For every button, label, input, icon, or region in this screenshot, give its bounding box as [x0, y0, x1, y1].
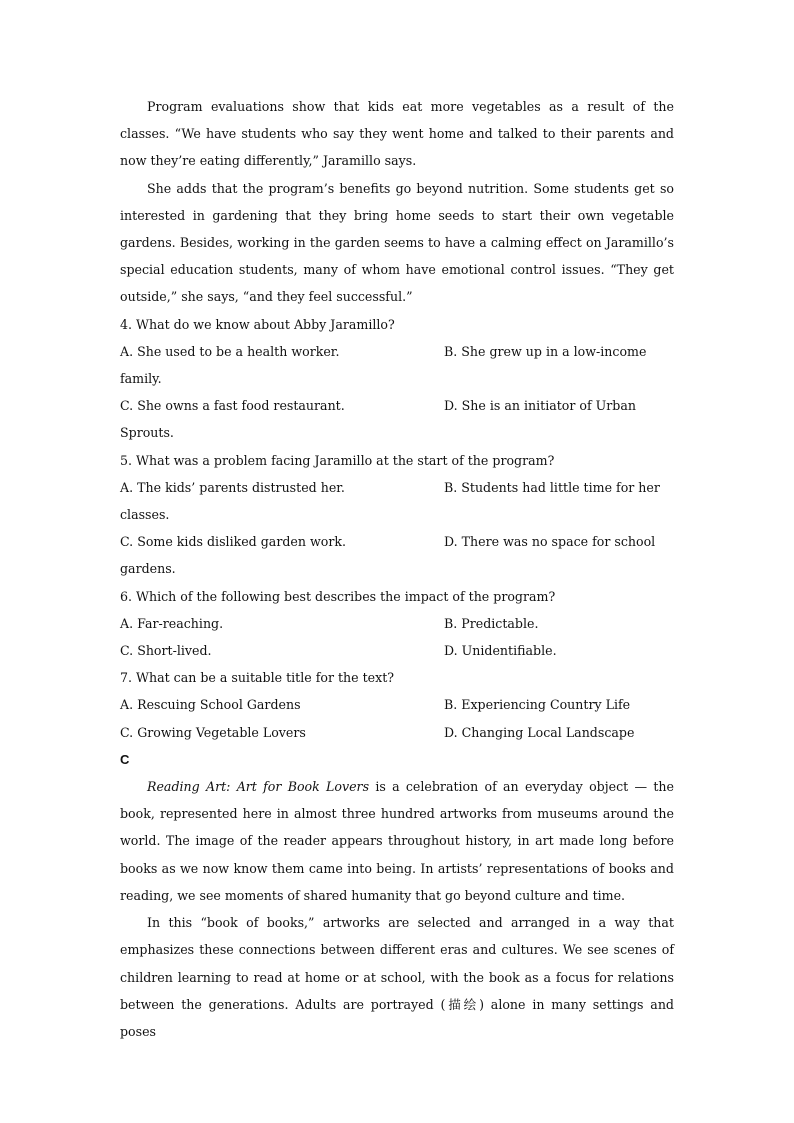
question-4-option-b: B. She grew up in a low-income	[444, 343, 647, 359]
passage-c-paragraph-1-text: is a celebration of an everyday object — the book, represented here in almost three hundred artworks from museums around the world. The image of the reader appears throughout history, in art made long before books as we now know them came into being. In artists’ representations of books and reading, we see moments of shared humanity that go beyond culture and time.	[120, 779, 674, 903]
question-4-option-c: C. She owns a fast food restaurant.	[120, 398, 345, 414]
passage-c-paragraph-1	[120, 773, 674, 909]
question-4-option-d-continued: Sprouts.	[120, 425, 174, 441]
question-4-option-d: D. She is an initiator of Urban	[444, 398, 636, 414]
question-7-option-b: B. Experiencing Country Life	[444, 697, 631, 713]
question-5-options	[120, 474, 674, 583]
question-4-options	[120, 338, 674, 447]
book-title: Reading Art: Art for Book Lovers	[147, 779, 370, 795]
passage-b-paragraph-1: Program evaluations show that kids eat more vegetables as a result of the classes. “We have students who say they went home and talked to their parents and now they’re eating differently,” Jaramillo says.	[120, 99, 674, 169]
question-6-stem: 6. Which of the following best describes the impact of the program?	[120, 588, 556, 604]
question-6-option-a: A. Far-reaching.	[120, 615, 224, 631]
question-7-options	[120, 691, 674, 745]
question-7-option-d: D. Changing Local Landscape	[444, 724, 635, 740]
question-5-option-a: A. The kids’ parents distrusted her.	[120, 479, 345, 495]
section-c-heading: C	[120, 751, 130, 767]
question-5-option-d: D. There was no space for school	[444, 534, 656, 550]
question-7-stem: 7. What can be a suitable title for the text?	[120, 670, 395, 686]
question-4-option-b-continued: family.	[120, 371, 162, 387]
question-7-option-a: A. Rescuing School Gardens	[120, 697, 301, 713]
question-6-options	[120, 610, 674, 664]
question-5-option-d-continued: gardens.	[120, 561, 176, 577]
question-4-stem: 4. What do we know about Abby Jaramillo?	[120, 316, 395, 332]
question-6-option-b: B. Predictable.	[444, 615, 539, 631]
exam-page	[120, 93, 674, 1045]
question-4-option-a: A. She used to be a health worker.	[120, 343, 340, 359]
passage-b-paragraph-2: She adds that the program’s benefits go beyond nutrition. Some students get so interested in gardening that they bring home seeds to start their own vegetable gardens. Besides, working in the garden seems to have a calming effect on Jaramillo’s special education students, many of whom have emotional control issues. “They get outside,” she says, “and they feel successful.”	[120, 180, 674, 305]
passage-c-paragraph-2: In this “book of books,” artworks are selected and arranged in a way that emphasizes these connections between different eras and cultures. We see scenes of children learning to read at home or at school, with the book as a focus for relations between the generations. Adults are portrayed (描绘) alone in many settings and poses	[120, 915, 674, 1039]
question-5-stem: 5. What was a problem facing Jaramillo at the start of the program?	[120, 452, 555, 468]
question-6-option-d: D. Unidentifiable.	[444, 643, 557, 659]
question-5-option-c: C. Some kids disliked garden work.	[120, 534, 346, 550]
question-7-option-c: C. Growing Vegetable Lovers	[120, 724, 306, 740]
question-6-option-c: C. Short-lived.	[120, 643, 212, 659]
question-5-option-b-continued: classes.	[120, 507, 170, 523]
question-5-option-b: B. Students had little time for her	[444, 479, 660, 495]
